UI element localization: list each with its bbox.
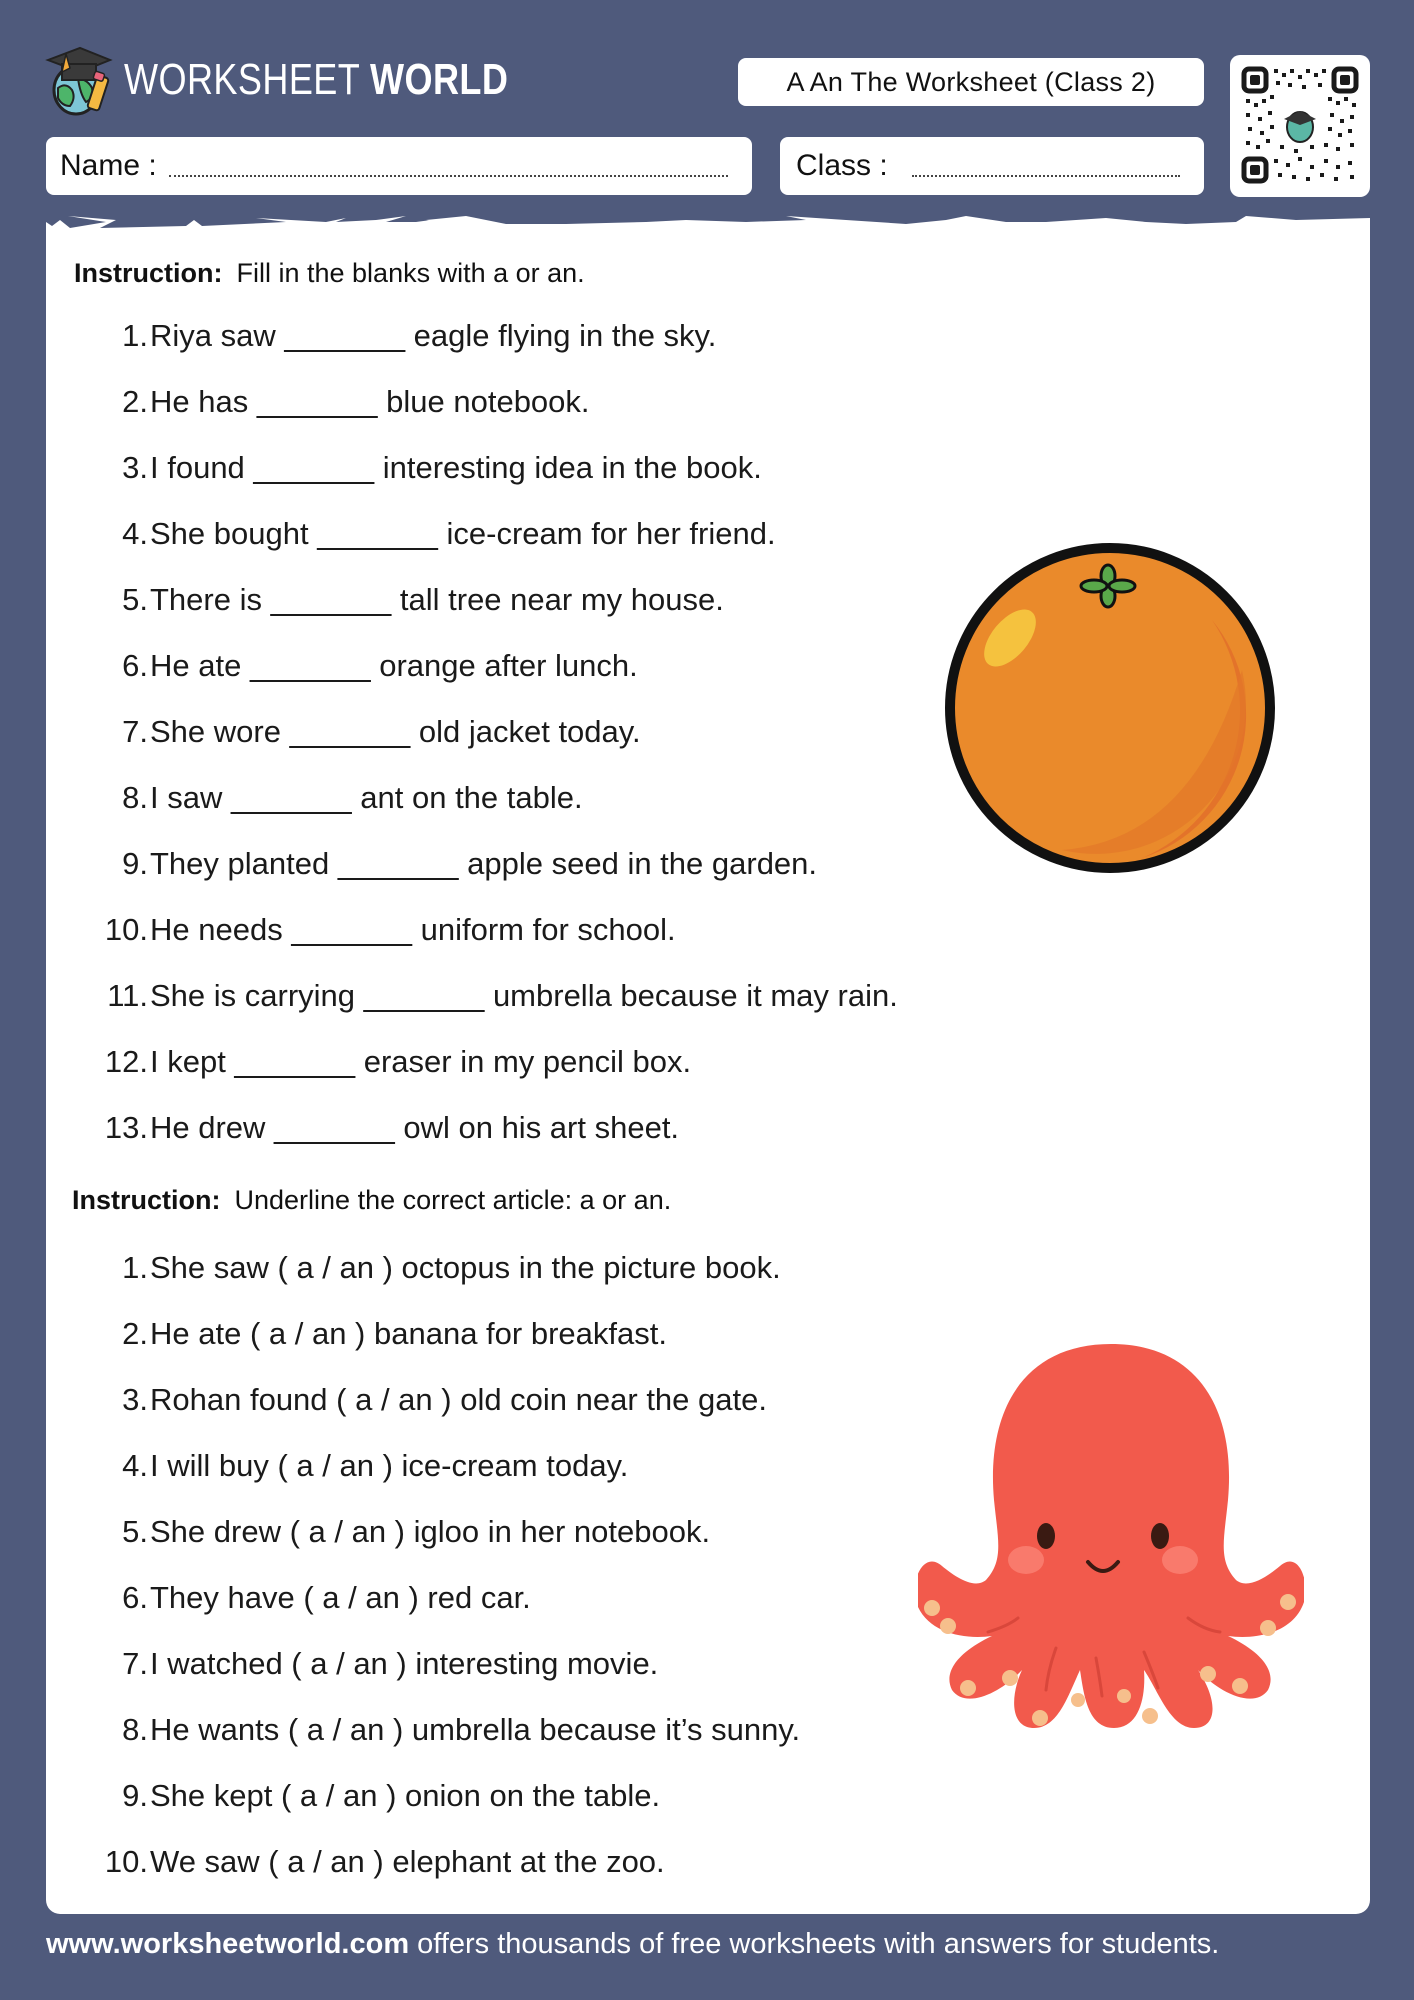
class-label: Class : <box>796 149 888 182</box>
question-item[interactable]: 13. He drew _______ owl on his art sheet. <box>104 1110 680 1145</box>
question-item[interactable]: 9. They planted _______ apple seed in the garden. <box>122 846 818 881</box>
orange-fruit-icon <box>942 540 1278 876</box>
instruction-label: Instruction: <box>74 258 223 288</box>
brand-logo[interactable] <box>44 40 593 120</box>
instruction-label: Instruction: <box>72 1185 221 1215</box>
brand-name-bold: WORLD <box>370 55 509 104</box>
question-item[interactable]: 6. He ate _______ orange after lunch. <box>122 648 638 683</box>
qr-code-icon <box>1240 65 1360 185</box>
section1-instruction <box>74 258 585 289</box>
graduation-globe-logo-icon <box>44 40 116 120</box>
worksheet-title: A An The Worksheet (Class 2) <box>738 58 1204 106</box>
footer-text <box>46 1928 1219 1961</box>
question-item[interactable]: 10. He needs _______ uniform for school. <box>104 912 676 947</box>
question-item[interactable]: 7. She wore _______ old jacket today. <box>122 714 641 749</box>
name-input-line[interactable] <box>169 155 728 177</box>
octopus-icon <box>918 1340 1304 1730</box>
brand-name-light: WORKSHEET <box>124 55 360 104</box>
name-label: Name : <box>60 149 157 182</box>
question-item[interactable]: 3. I found _______ interesting idea in the book. <box>122 450 762 485</box>
question-item[interactable]: 8. He wants ( a / an ) umbrella because it’s sunny. <box>122 1712 801 1747</box>
question-item[interactable]: 5. She drew ( a / an ) igloo in her notebook. <box>122 1514 711 1549</box>
question-item[interactable]: 2. He has _______ blue notebook. <box>122 384 590 419</box>
question-item[interactable]: 2. He ate ( a / an ) banana for breakfast. <box>122 1316 667 1351</box>
section2-instruction <box>72 1185 671 1216</box>
question-item[interactable]: 1. Riya saw _______ eagle flying in the sky. <box>122 318 717 353</box>
qr-code[interactable] <box>1230 55 1370 197</box>
question-item[interactable]: 4. She bought _______ ice-cream for her friend. <box>122 516 776 551</box>
class-field[interactable] <box>780 137 1204 195</box>
question-item[interactable]: 4. I will buy ( a / an ) ice-cream today. <box>122 1448 629 1483</box>
question-item[interactable]: 12. I kept _______ eraser in my pencil box. <box>104 1044 692 1079</box>
question-item[interactable]: 10. We saw ( a / an ) elephant at the zoo. <box>104 1844 665 1879</box>
question-item[interactable]: 8. I saw _______ ant on the table. <box>122 780 583 815</box>
footer-tagline: offers thousands of free worksheets with answers for students. <box>409 1928 1220 1960</box>
question-item[interactable]: 11. She is carrying _______ umbrella because it may rain. <box>107 978 898 1013</box>
instruction-text: Fill in the blanks with a or an. <box>236 258 585 288</box>
question-item[interactable]: 7. I watched ( a / an ) interesting movie. <box>122 1646 659 1681</box>
class-input-line[interactable] <box>912 155 1180 177</box>
brand-name <box>124 55 508 105</box>
footer-site-link[interactable]: www.worksheetworld.com <box>46 1928 410 1960</box>
question-item[interactable]: 5. There is _______ tall tree near my house. <box>122 582 724 617</box>
question-item[interactable]: 3. Rohan found ( a / an ) old coin near the gate. <box>122 1382 767 1417</box>
question-item[interactable]: 9. She kept ( a / an ) onion on the table. <box>122 1778 661 1813</box>
name-field[interactable] <box>46 137 752 195</box>
question-item[interactable]: 6. They have ( a / an ) red car. <box>122 1580 531 1615</box>
instruction-text: Underline the correct article: a or an. <box>234 1185 672 1215</box>
question-item[interactable]: 1. She saw ( a / an ) octopus in the picture book. <box>122 1250 781 1285</box>
